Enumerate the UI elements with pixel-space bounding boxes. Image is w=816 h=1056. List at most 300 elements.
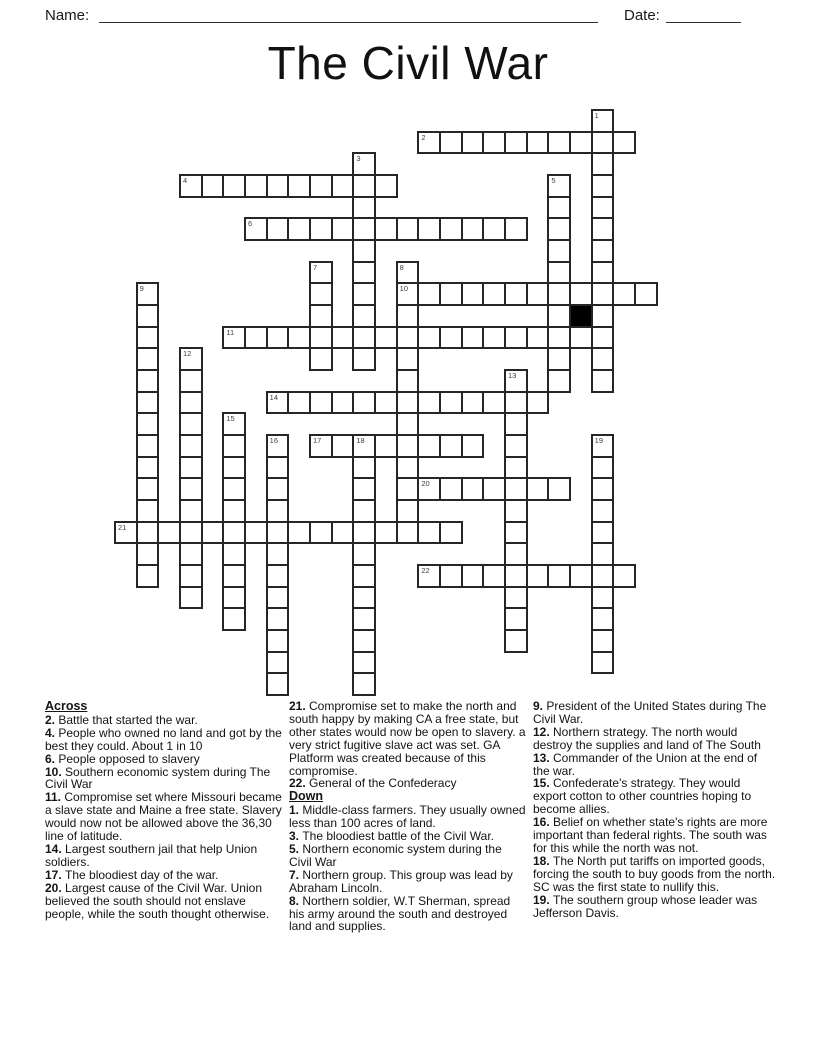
grid-cell[interactable] [591,456,615,480]
grid-cell[interactable] [396,369,420,393]
grid-cell[interactable] [591,261,615,285]
grid-cell[interactable] [222,564,246,588]
clue-text: Northern soldier, W.T Sherman, spread his army around the south and destroyed land and supplies. [289,893,511,934]
grid-cell[interactable] [266,586,290,610]
grid-cell[interactable] [266,174,290,198]
grid-cell[interactable] [266,434,290,458]
grid-cell[interactable] [352,217,376,241]
grid-cell[interactable] [417,217,441,241]
grid-cell[interactable] [461,217,485,241]
grid-cell[interactable] [547,564,571,588]
cell-number: 11 [226,327,235,337]
grid-cell[interactable] [352,607,376,631]
grid-cell[interactable] [352,239,376,263]
cell-number: 4 [183,176,188,185]
grid-cell[interactable] [591,239,615,263]
grid-cell[interactable] [136,304,160,328]
clues-column-right [533,700,776,919]
grid-cell[interactable] [352,499,376,523]
grid-cell[interactable] [591,196,615,220]
grid-cell[interactable] [309,521,333,545]
grid-cell[interactable] [331,217,355,241]
clue-list-heading: Down [289,789,324,804]
grid-cell[interactable] [547,369,571,393]
grid-cell[interactable] [136,347,160,371]
grid-cell[interactable] [526,391,550,415]
grid-cell[interactable] [439,521,463,545]
clue-item [289,700,527,777]
clues-column-middle [289,700,527,933]
grid-cell[interactable] [504,542,528,566]
clue-text: Confederate's strategy. They would export cotton to other countries hoping to become allies. [533,776,752,817]
cell-number: 8 [399,262,404,272]
grid-cell[interactable] [482,217,506,241]
grid-cell[interactable] [547,347,571,371]
grid-cell[interactable] [547,239,571,263]
grid-cell[interactable] [504,217,528,241]
grid-cell[interactable] [591,564,615,588]
grid-cell[interactable] [266,521,290,545]
grid-cell[interactable] [179,499,203,523]
grid-cell[interactable] [136,477,160,501]
grid-cell[interactable] [417,477,441,501]
clue-number: 20. [45,880,66,895]
grid-cell[interactable] [439,217,463,241]
grid-cell[interactable] [222,521,246,545]
page-title: The Civil War [267,37,549,89]
clue-text: Compromise set to make the north and south happy by making CA a free state, but other states would now be open to slavery. a very strict fugitive slave act was set. GA Platform was created because of this compromise. [289,699,526,778]
grid-cell[interactable] [352,391,376,415]
grid-cell[interactable] [179,586,203,610]
grid-cell[interactable] [244,174,268,198]
grid-cell[interactable] [179,564,203,588]
grid-cell[interactable] [266,564,290,588]
grid-cell[interactable] [201,521,225,545]
grid-cell[interactable] [482,391,506,415]
clue-text: Belief on whether state's rights are more important than federal rights. The south was for this while the north was not. [533,815,768,855]
grid-cell[interactable] [396,434,420,458]
cell-number: 3 [356,154,361,164]
grid-cell[interactable] [352,434,376,458]
grid-cell[interactable] [352,542,376,566]
grid-cell[interactable] [482,282,506,306]
clue-number: 11. [45,790,65,805]
clue-number: 18. [533,853,554,868]
cell-number: 17 [313,436,322,445]
grid-cell[interactable] [266,542,290,566]
grid-cell[interactable] [591,434,615,458]
grid-cell[interactable] [374,217,398,241]
clue-item [533,700,776,726]
grid-cell[interactable] [352,174,376,198]
grid-cell[interactable] [504,282,528,306]
grid-cell[interactable] [591,477,615,501]
grid-cell[interactable] [591,152,615,176]
grid-cell[interactable] [482,326,506,350]
grid-cell[interactable] [266,629,290,653]
grid-cell[interactable] [331,391,355,415]
grid-cell[interactable] [461,326,485,350]
grid-cell[interactable] [461,477,485,501]
cell-number: 20 [421,479,430,489]
grid-cell[interactable] [352,521,376,545]
grid-cell[interactable] [482,131,506,155]
grid-cell[interactable] [612,282,636,306]
clue-number: 16. [533,815,554,830]
grid-cell[interactable] [504,131,528,155]
grid-cell[interactable] [309,217,333,241]
grid-cell[interactable] [222,412,246,436]
grid-cell[interactable] [504,477,528,501]
grid-cell[interactable] [266,217,290,241]
grid-cell[interactable] [179,434,203,458]
grid-cell[interactable] [569,282,593,306]
grid-cell[interactable] [439,477,463,501]
grid-cell[interactable] [417,326,441,350]
clue-number: 3. [289,829,303,844]
cell-number: 7 [313,262,318,272]
grid-cell[interactable] [461,564,485,588]
cell-number: 16 [269,436,278,445]
grid-cell[interactable] [244,326,268,350]
grid-cell[interactable] [591,521,615,545]
grid-cell[interactable] [547,304,571,328]
grid-cell[interactable] [222,326,246,350]
grid-cell[interactable] [417,521,441,545]
grid-cell[interactable] [352,477,376,501]
grid-cell[interactable] [547,477,571,501]
grid-cell[interactable] [114,521,138,545]
grid-cell[interactable] [504,586,528,610]
grid-cell[interactable] [266,391,290,415]
grid-cell[interactable] [136,391,160,415]
grid-cell[interactable] [352,456,376,480]
cell-number: 18 [356,436,365,445]
grid-cell[interactable] [222,586,246,610]
grid-cell[interactable] [504,434,528,458]
grid-cell[interactable] [201,174,225,198]
grid-cell[interactable] [591,174,615,198]
clue-number: 9. [533,699,547,713]
grid-cell[interactable] [331,521,355,545]
clues-column-left [45,700,283,920]
grid-cell[interactable] [352,651,376,675]
grid-cell[interactable] [482,564,506,588]
grid-cell[interactable] [439,282,463,306]
grid-cell[interactable] [439,326,463,350]
clue-number: 5. [289,841,303,856]
grid-cell[interactable] [612,131,636,155]
clue-number: 13. [533,750,554,765]
grid-cell[interactable] [136,369,160,393]
grid-cell[interactable] [396,282,420,306]
grid-cell[interactable] [417,564,441,588]
cell-number: 2 [421,132,426,142]
grid-cell[interactable] [504,564,528,588]
grid-cell[interactable] [287,391,311,415]
grid-cell[interactable] [309,282,333,306]
grid-cell[interactable] [136,456,160,480]
grid-cell[interactable] [179,391,203,415]
clue-number: 6. [45,751,59,766]
grid-cell[interactable] [266,651,290,675]
grid-cell[interactable] [136,282,160,306]
clue-item [45,727,283,753]
clue-text: The southern group whose leader was Jefferson Davis. [533,892,758,920]
clue-number: 12. [533,724,554,739]
grid-cell[interactable] [504,499,528,523]
grid-cell[interactable] [526,131,550,155]
grid-cell[interactable] [136,542,160,566]
grid-cell[interactable] [266,499,290,523]
grid-cell[interactable] [222,456,246,480]
clue-text: Battle that started the war. [58,712,198,727]
clue-text: Southern economic system during The Civil War [45,764,271,792]
clue-text: People who owned no land and got by the best they could. About 1 in 10 [45,725,282,753]
clue-number: 10. [45,764,66,779]
grid-cell[interactable] [179,542,203,566]
grid-cell[interactable] [266,326,290,350]
clue-text: General of the Confederacy [309,776,457,791]
grid-cell[interactable] [569,564,593,588]
clue-number: 8. [289,893,303,908]
clue-text: Northern strategy. The north would destroy the supplies and land of The South [533,724,761,752]
grid-cell[interactable] [591,131,615,155]
cell-number: 19 [594,436,604,445]
grid-cell[interactable] [547,261,571,285]
grid-cell[interactable] [309,326,333,350]
grid-cell[interactable] [547,282,571,306]
grid-cell[interactable] [374,174,398,198]
grid-cell[interactable] [352,629,376,653]
grid-cell[interactable] [266,672,290,696]
grid-cell[interactable] [179,412,203,436]
grid-cell[interactable] [331,326,355,350]
grid-cell[interactable] [309,347,333,371]
grid-cell[interactable] [374,434,398,458]
grid-cell[interactable] [374,391,398,415]
grid-cell[interactable] [352,672,376,696]
grid-cell[interactable] [331,434,355,458]
grid-cell[interactable] [396,347,420,371]
grid-cell[interactable] [504,456,528,480]
grid-cell[interactable] [461,391,485,415]
grid-cell[interactable] [352,261,376,285]
grid-cell[interactable] [157,521,181,545]
grid-cell[interactable] [504,412,528,436]
grid-cell[interactable] [591,586,615,610]
clue-item [45,843,283,869]
grid-cell[interactable] [222,434,246,458]
clue-item [45,791,283,843]
grid-cell[interactable] [591,347,615,371]
clue-item [289,843,527,869]
grid-cell[interactable] [612,564,636,588]
grid-cell[interactable] [461,131,485,155]
grid-cell[interactable] [222,477,246,501]
grid-cell[interactable] [439,434,463,458]
grid-cell[interactable] [569,326,593,350]
grid-cell[interactable] [352,196,376,220]
cell-number: 9 [139,284,144,294]
grid-cell[interactable] [396,499,420,523]
grid-cell[interactable] [526,282,550,306]
grid-cell[interactable] [179,477,203,501]
grid-cell[interactable] [136,564,160,588]
grid-cell[interactable] [179,369,203,393]
grid-cell[interactable] [526,326,550,350]
clue-text: Northern economic system during the Civil War [289,841,502,869]
cell-number: 14 [269,392,278,402]
grid-cell[interactable] [461,434,485,458]
grid-cell[interactable] [331,174,355,198]
grid-cell[interactable] [396,326,420,350]
grid-cell[interactable] [136,412,160,436]
grid-cell[interactable] [136,499,160,523]
grid-cell[interactable] [266,607,290,631]
grid-cell[interactable] [287,217,311,241]
cell-number: 5 [551,176,556,185]
grid-cell[interactable] [136,434,160,458]
grid-cell[interactable] [222,174,246,198]
grid-cell[interactable] [352,152,376,176]
clue-text: Compromise set where Missouri became a slave state and Maine a free state. Slavery would now not be allowed above the 36,30 line of latitude. [45,790,282,844]
grid-cell[interactable] [439,131,463,155]
grid-cell[interactable] [417,282,441,306]
grid-cell[interactable] [179,456,203,480]
grid-cell[interactable] [547,131,571,155]
grid-cell[interactable] [179,174,203,198]
clue-item [45,766,283,792]
grid-cell[interactable] [504,391,528,415]
clue-number: 19. [533,892,554,907]
grid-cell[interactable] [396,521,420,545]
grid-cell[interactable] [352,304,376,328]
grid-cell[interactable] [352,564,376,588]
grid-cell[interactable] [591,109,615,133]
grid-cell[interactable] [569,131,593,155]
grid-cell[interactable] [352,586,376,610]
grid-cell[interactable] [396,217,420,241]
clue-item [533,816,776,855]
grid-cell[interactable] [591,217,615,241]
grid-cell[interactable] [547,174,571,198]
grid-cell[interactable] [591,369,615,393]
clue-number: 17. [45,867,66,882]
grid-cell[interactable] [266,456,290,480]
grid-cell[interactable] [526,477,550,501]
grid-cell[interactable] [287,326,311,350]
grid-cell[interactable] [396,304,420,328]
grid-cell[interactable] [136,326,160,350]
cell-number: 13 [508,371,517,380]
grid-cell[interactable] [374,521,398,545]
grid-cell[interactable] [352,326,376,350]
clue-item [289,804,527,830]
grid-cell[interactable] [396,391,420,415]
grid-cell[interactable] [504,607,528,631]
grid-cell[interactable] [309,434,333,458]
grid-cell[interactable] [396,412,420,436]
grid-cell[interactable] [352,347,376,371]
clue-item [533,894,776,920]
grid-cell[interactable] [591,629,615,653]
grid-cell[interactable] [244,521,268,545]
grid-cell[interactable] [482,477,506,501]
grid-cell[interactable] [417,434,441,458]
clue-text: The bloodiest day of the war. [65,867,219,882]
grid-cell[interactable] [266,477,290,501]
grid-cell[interactable] [287,174,311,198]
grid-cell[interactable] [504,326,528,350]
clue-text: The bloodiest battle of the Civil War. [302,829,494,844]
clue-item [289,869,527,895]
grid-cell[interactable] [526,564,550,588]
clue-number: 14. [45,841,66,856]
clue-text: Middle-class farmers. They usually owned less than 100 acres of land. [289,803,526,831]
grid-cell[interactable] [417,391,441,415]
grid-cell[interactable] [309,304,333,328]
cell-number: 15 [226,414,235,424]
grid-cell[interactable] [396,477,420,501]
grid-cell[interactable] [179,347,203,371]
grid-cell[interactable] [439,564,463,588]
grid-cell[interactable] [287,521,311,545]
grid-cell[interactable] [417,131,441,155]
grid-cell[interactable] [222,542,246,566]
grid-cell[interactable] [179,521,203,545]
clue-text: People opposed to slavery [58,751,200,766]
grid-cell[interactable] [396,456,420,480]
grid-cell[interactable] [244,217,268,241]
grid-cell[interactable] [309,391,333,415]
grid-cell[interactable] [461,282,485,306]
grid-cell[interactable] [547,217,571,241]
grid-cell[interactable] [222,607,246,631]
grid-cell[interactable] [504,369,528,393]
cell-number: 1 [594,111,599,120]
grid-cell[interactable] [591,304,615,328]
cell-number: 22 [421,566,430,575]
grid-cell[interactable] [222,499,246,523]
grid-cell[interactable] [591,607,615,631]
clue-item [289,895,527,934]
grid-cell[interactable] [136,521,160,545]
grid-cell[interactable] [504,521,528,545]
grid-cell[interactable] [547,196,571,220]
clue-item [289,777,527,790]
grid-cell[interactable] [396,261,420,285]
clue-item [533,752,776,778]
grid-cell[interactable] [591,326,615,350]
grid-cell[interactable] [634,282,658,306]
clue-list-heading: Across [45,699,88,713]
clue-number: 15. [533,776,554,791]
grid-cell[interactable] [309,261,333,285]
grid-cell[interactable] [504,629,528,653]
grid-cell[interactable] [352,282,376,306]
grid-cell[interactable] [547,326,571,350]
grid-cell[interactable] [591,651,615,675]
grid-cell[interactable] [591,542,615,566]
grid-cell[interactable] [309,174,333,198]
grid-cell[interactable] [591,499,615,523]
grid-cell[interactable] [374,326,398,350]
grid-cell[interactable] [439,391,463,415]
clue-text: Largest cause of the Civil War. Union believed the south should not enslave people, while the south thought otherwise. [45,880,270,921]
grid-cell[interactable] [591,282,615,306]
clue-text: Northern group. This group was lead by Abraham Lincoln. [289,867,513,895]
